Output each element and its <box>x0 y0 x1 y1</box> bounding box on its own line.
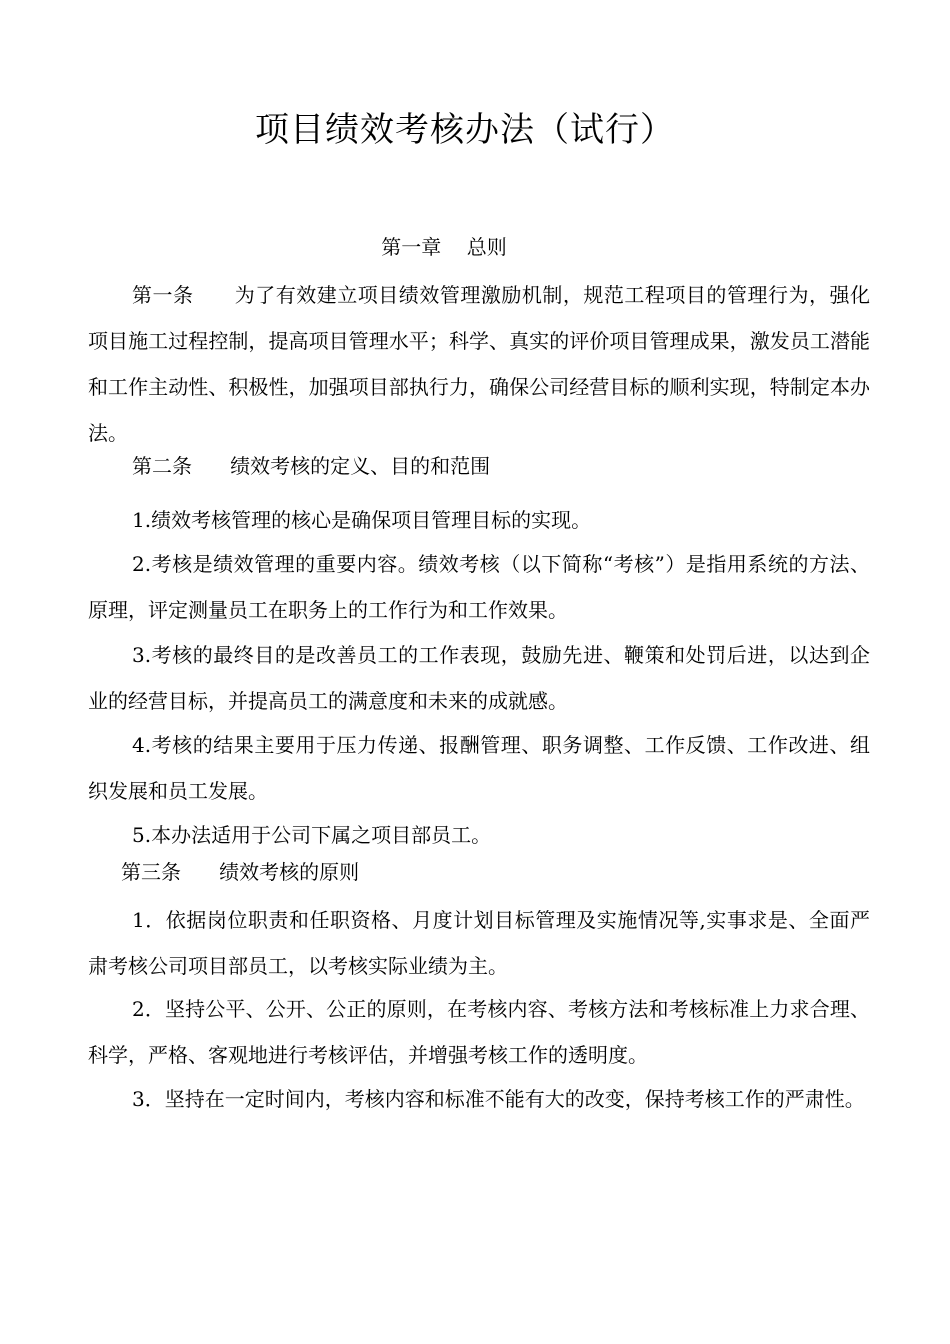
document-title: 项目绩效考核办法（试行） <box>255 110 675 150</box>
article-3-item-1: 1．依据岗位职责和任职资格、月度计划目标管理及实施情况等,实事求是、全面严肃考核公司项目部员工，以考核实际业绩为主。 <box>88 908 870 978</box>
article-2-item-4: 4.考核的结果主要用于压力传递、报酬管理、职务调整、工作反馈、工作改进、组织发展和员工发展。 <box>88 733 870 803</box>
article-3-item-3: 3．坚持在一定时间内，考核内容和标准不能有大的改变，保持考核工作的严肃性。 <box>132 1087 865 1111</box>
article-1-label: 第一条 <box>132 283 235 307</box>
article-2-item-5: 5.本办法适用于公司下属之项目部员工。 <box>132 823 492 847</box>
chapter-title: 第一章 总则 <box>381 235 507 259</box>
article-1-paragraph <box>88 272 870 456</box>
article-3-item-2: 2．坚持公平、公开、公正的原则，在考核内容、考核方法和考核标准上力求合理、科学，严格、客观地进行考核评估，并增强考核工作的透明度。 <box>88 997 870 1067</box>
article-2-item-3: 3.考核的最终目的是改善员工的工作表现，鼓励先进、鞭策和处罚后进，以达到企业的经营目标，并提高员工的满意度和未来的成就感。 <box>88 643 870 713</box>
article-2-heading: 第二条 绩效考核的定义、目的和范围 <box>132 454 491 478</box>
article-2-item-2: 2.考核是绩效管理的重要内容。绩效考核（以下简称“考核”）是指用系统的方法、原理，评定测量员工在职务上的工作行为和工作效果。 <box>88 552 870 622</box>
article-3-heading: 第三条 绩效考核的原则 <box>121 860 360 884</box>
article-2-item-1: 1.绩效考核管理的核心是确保项目管理目标的实现。 <box>132 508 592 532</box>
article-1-text: 为了有效建立项目绩效管理激励机制，规范工程项目的管理行为，强化项目施工过程控制，提高项目管理水平；科学、真实的评价项目管理成果，激发员工潜能和工作主动性、积极性，加强项目部执行力，确保公司经营目标的顺利实现，特制定本办法。 <box>88 283 870 445</box>
